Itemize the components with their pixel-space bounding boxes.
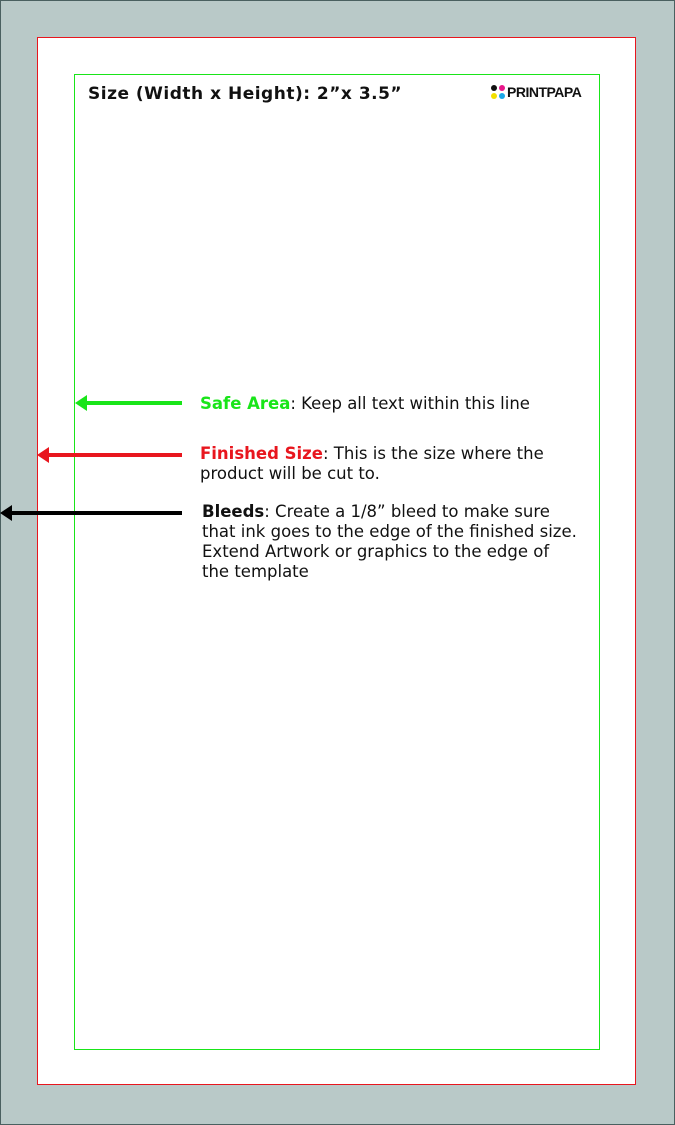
safe-area-arrow: [75, 401, 182, 405]
finished-size-description-2: product will be cut to.: [200, 464, 380, 483]
printpapa-dots-icon: [490, 84, 506, 100]
safe-area-term: Safe Area: [200, 394, 291, 413]
bleeds-description-3: Extend Artwork or graphics to the edge of: [202, 542, 550, 561]
template-size-title: Size (Width x Height): 2”x 3.5”: [88, 84, 403, 104]
logo-text: PRINTPAPA: [507, 84, 582, 100]
bleeds-arrow: [0, 511, 182, 515]
bleeds-description-2: that ink goes to the edge of the finished size.: [202, 522, 577, 541]
safe-area-description: : Keep all text within this line: [290, 394, 530, 413]
finished-size-note: [200, 444, 544, 484]
finished-size-term: Finished Size: [200, 444, 323, 463]
bleeds-description-4: the template: [202, 562, 309, 581]
bleeds-description: : Create a 1/8” bleed to make sure: [264, 502, 550, 521]
bleeds-note: [202, 502, 577, 582]
finished-size-arrow: [37, 453, 182, 457]
safe-area-note: [200, 394, 530, 414]
printpapa-logo: [490, 84, 581, 100]
finished-size-description: : This is the size where the: [322, 444, 544, 463]
bleeds-term: Bleeds: [202, 502, 265, 521]
